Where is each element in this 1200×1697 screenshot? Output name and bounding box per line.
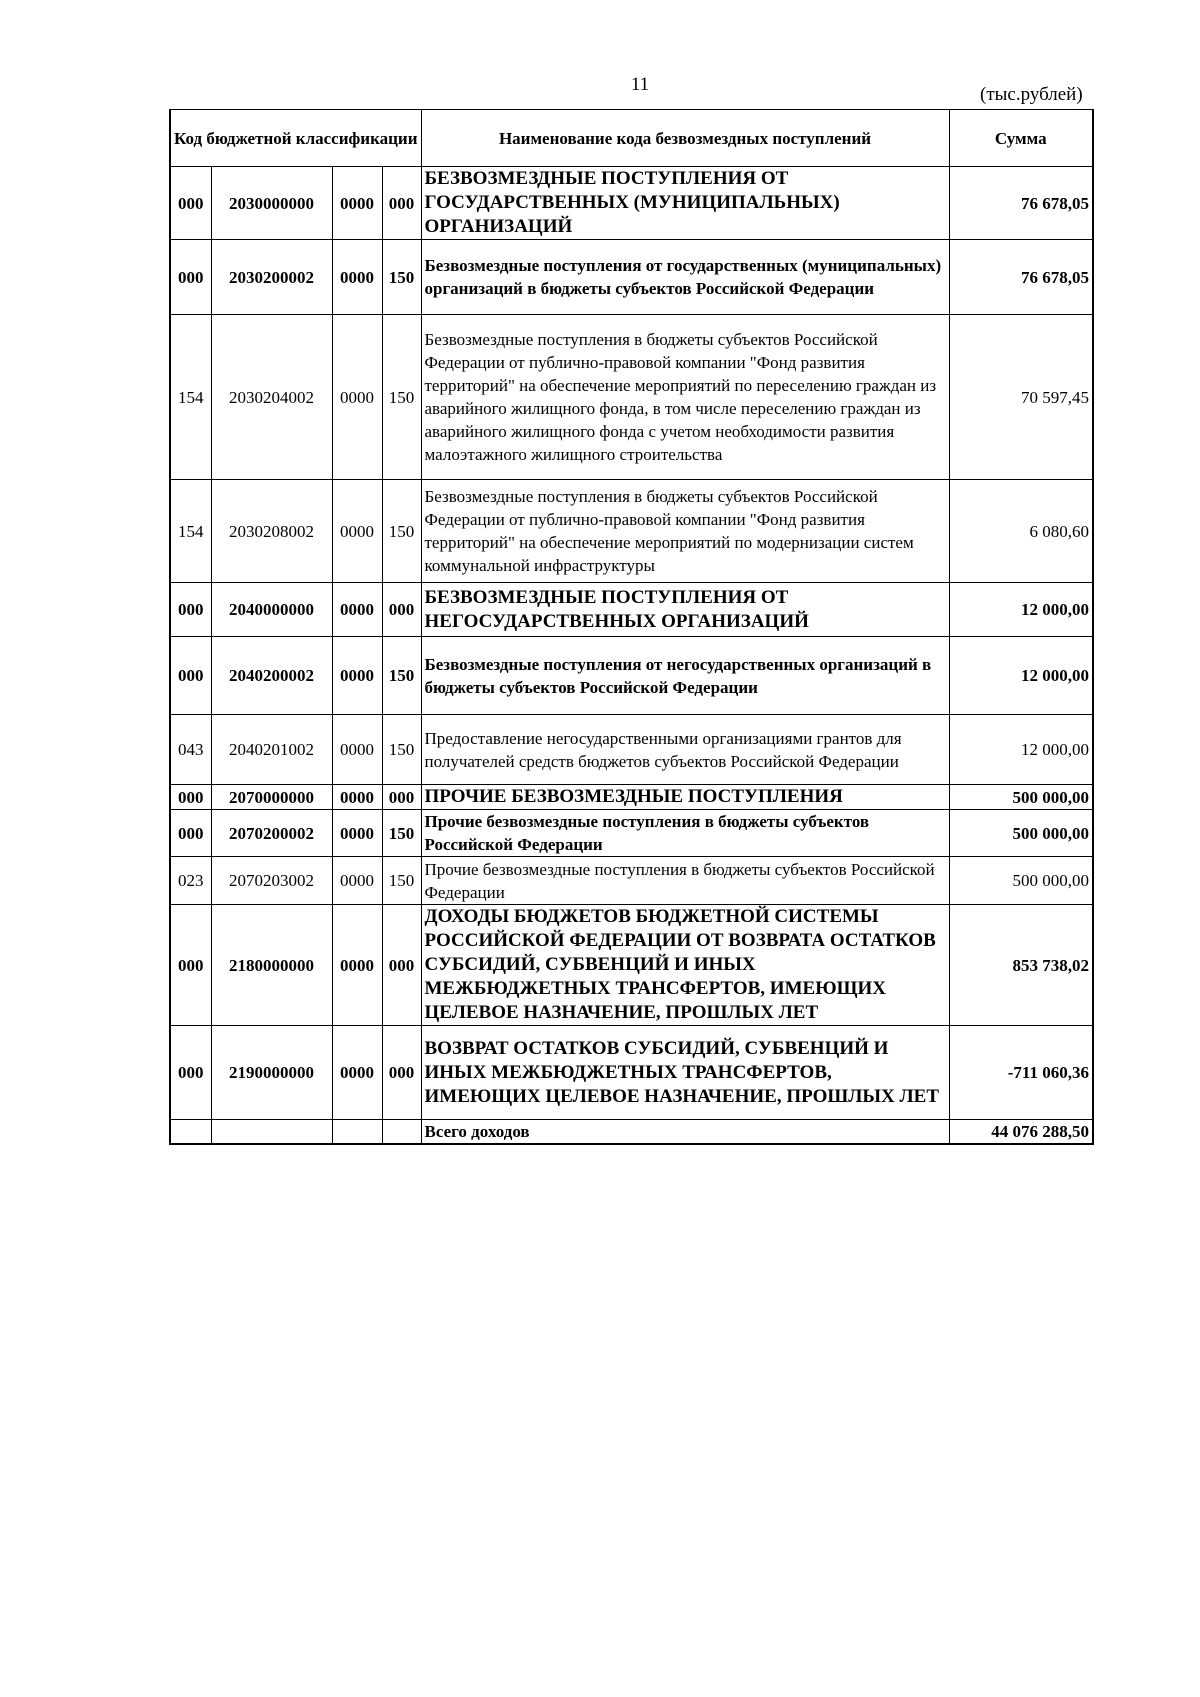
sum-cell: 76 678,05: [949, 167, 1093, 240]
total-label: Всего доходов: [421, 1120, 949, 1145]
name-cell: ПРОЧИЕ БЕЗВОЗМЕЗДНЫЕ ПОСТУПЛЕНИЯ: [421, 785, 949, 810]
subtype-code-cell: 0000: [332, 857, 382, 905]
subtype-code-cell: 0000: [332, 715, 382, 785]
kosgu-code-cell: 150: [382, 637, 421, 715]
name-cell: Безвозмездные поступления в бюджеты субъектов Российской Федерации от публично-правовой компании "Фонд развития территорий" на обеспечение мероприятий по переселению граждан из аварийного жилищного фонда, в том числе переселению граждан из аварийного жилищного фонда с учетом необходимости развития малоэтажного жилищного строительства: [421, 315, 949, 480]
sum-cell: 76 678,05: [949, 240, 1093, 315]
table-header-row: [170, 110, 1093, 167]
header-code: Код бюджетной классификации: [170, 110, 421, 167]
subtype-code-cell: 0000: [332, 785, 382, 810]
admin-code-cell: 023: [170, 857, 211, 905]
header-name: Наименование кода безвозмездных поступлений: [421, 110, 949, 167]
name-cell: Прочие безвозмездные поступления в бюджеты субъектов Российской Федерации: [421, 857, 949, 905]
budget-code-cell: 2070203002: [211, 857, 332, 905]
name-cell: Безвозмездные поступления от негосударственных организаций в бюджеты субъектов Российской Федерации: [421, 637, 949, 715]
table-body: [170, 167, 1093, 1145]
sum-cell: -711 060,36: [949, 1026, 1093, 1120]
empty-cell: [332, 1120, 382, 1145]
table-row: [170, 583, 1093, 637]
subtype-code-cell: 0000: [332, 905, 382, 1026]
budget-code-cell: 2070000000: [211, 785, 332, 810]
units-label: (тыс.рублей): [980, 84, 1083, 105]
name-cell: БЕЗВОЗМЕЗДНЫЕ ПОСТУПЛЕНИЯ ОТ НЕГОСУДАРСТВЕННЫХ ОРГАНИЗАЦИЙ: [421, 583, 949, 637]
admin-code-cell: 043: [170, 715, 211, 785]
subtype-code-cell: 0000: [332, 480, 382, 583]
table-row: [170, 637, 1093, 715]
name-cell: ДОХОДЫ БЮДЖЕТОВ БЮДЖЕТНОЙ СИСТЕМЫ РОССИЙСКОЙ ФЕДЕРАЦИИ ОТ ВОЗВРАТА ОСТАТКОВ СУБСИДИЙ, СУБВЕНЦИЙ И ИНЫХ МЕЖБЮДЖЕТНЫХ ТРАНСФЕРТОВ, ИМЕЮЩИХ ЦЕЛЕВОЕ НАЗНАЧЕНИЕ, ПРОШЛЫХ ЛЕТ: [421, 905, 949, 1026]
sum-cell: 500 000,00: [949, 857, 1093, 905]
revenue-table: [169, 109, 1094, 1145]
table-row: [170, 785, 1093, 810]
name-cell: Безвозмездные поступления от государственных (муниципальных) организаций в бюджеты субъектов Российской Федерации: [421, 240, 949, 315]
budget-code-cell: 2070200002: [211, 810, 332, 857]
kosgu-code-cell: 000: [382, 785, 421, 810]
admin-code-cell: 000: [170, 1026, 211, 1120]
table-row: [170, 315, 1093, 480]
sum-cell: 12 000,00: [949, 637, 1093, 715]
budget-code-cell: 2040201002: [211, 715, 332, 785]
header-sum: Сумма: [949, 110, 1093, 167]
kosgu-code-cell: 000: [382, 1026, 421, 1120]
kosgu-code-cell: 150: [382, 810, 421, 857]
admin-code-cell: 000: [170, 810, 211, 857]
subtype-code-cell: 0000: [332, 583, 382, 637]
name-cell: БЕЗВОЗМЕЗДНЫЕ ПОСТУПЛЕНИЯ ОТ ГОСУДАРСТВЕННЫХ (МУНИЦИПАЛЬНЫХ) ОРГАНИЗАЦИЙ: [421, 167, 949, 240]
admin-code-cell: 154: [170, 315, 211, 480]
budget-code-cell: 2030000000: [211, 167, 332, 240]
sum-cell: 500 000,00: [949, 810, 1093, 857]
table-row: [170, 480, 1093, 583]
sum-cell: 12 000,00: [949, 715, 1093, 785]
total-row: [170, 1120, 1093, 1145]
kosgu-code-cell: 150: [382, 240, 421, 315]
kosgu-code-cell: 000: [382, 583, 421, 637]
admin-code-cell: 000: [170, 240, 211, 315]
kosgu-code-cell: 000: [382, 905, 421, 1026]
sum-cell: 70 597,45: [949, 315, 1093, 480]
empty-cell: [382, 1120, 421, 1145]
sum-cell: 6 080,60: [949, 480, 1093, 583]
admin-code-cell: 000: [170, 785, 211, 810]
kosgu-code-cell: 150: [382, 857, 421, 905]
sum-cell: 500 000,00: [949, 785, 1093, 810]
table-row: [170, 905, 1093, 1026]
table-row: [170, 167, 1093, 240]
admin-code-cell: 000: [170, 167, 211, 240]
admin-code-cell: 000: [170, 637, 211, 715]
sum-cell: 853 738,02: [949, 905, 1093, 1026]
subtype-code-cell: 0000: [332, 637, 382, 715]
budget-code-cell: 2190000000: [211, 1026, 332, 1120]
admin-code-cell: 000: [170, 905, 211, 1026]
table-row: [170, 1026, 1093, 1120]
total-sum: 44 076 288,50: [949, 1120, 1093, 1145]
empty-cell: [211, 1120, 332, 1145]
table-row: [170, 240, 1093, 315]
admin-code-cell: 000: [170, 583, 211, 637]
budget-code-cell: 2030208002: [211, 480, 332, 583]
kosgu-code-cell: 000: [382, 167, 421, 240]
kosgu-code-cell: 150: [382, 315, 421, 480]
subtype-code-cell: 0000: [332, 810, 382, 857]
subtype-code-cell: 0000: [332, 167, 382, 240]
sum-cell: 12 000,00: [949, 583, 1093, 637]
name-cell: Безвозмездные поступления в бюджеты субъектов Российской Федерации от публично-правовой компании "Фонд развития территорий" на обеспечение мероприятий по модернизации систем коммунальной инфраструктуры: [421, 480, 949, 583]
table-row: [170, 810, 1093, 857]
budget-code-cell: 2040000000: [211, 583, 332, 637]
subtype-code-cell: 0000: [332, 1026, 382, 1120]
subtype-code-cell: 0000: [332, 240, 382, 315]
table-row: [170, 857, 1093, 905]
budget-code-cell: 2030204002: [211, 315, 332, 480]
admin-code-cell: 154: [170, 480, 211, 583]
name-cell: Прочие безвозмездные поступления в бюджеты субъектов Российской Федерации: [421, 810, 949, 857]
kosgu-code-cell: 150: [382, 480, 421, 583]
budget-code-cell: 2030200002: [211, 240, 332, 315]
name-cell: ВОЗВРАТ ОСТАТКОВ СУБСИДИЙ, СУБВЕНЦИЙ И ИНЫХ МЕЖБЮДЖЕТНЫХ ТРАНСФЕРТОВ, ИМЕЮЩИХ ЦЕЛЕВОЕ НАЗНАЧЕНИЕ, ПРОШЛЫХ ЛЕТ: [421, 1026, 949, 1120]
page-number: 11: [630, 74, 650, 95]
subtype-code-cell: 0000: [332, 315, 382, 480]
table-row: [170, 715, 1093, 785]
kosgu-code-cell: 150: [382, 715, 421, 785]
name-cell: Предоставление негосударственными организациями грантов для получателей средств бюджетов субъектов Российской Федерации: [421, 715, 949, 785]
budget-code-cell: 2180000000: [211, 905, 332, 1026]
budget-code-cell: 2040200002: [211, 637, 332, 715]
empty-cell: [170, 1120, 211, 1145]
